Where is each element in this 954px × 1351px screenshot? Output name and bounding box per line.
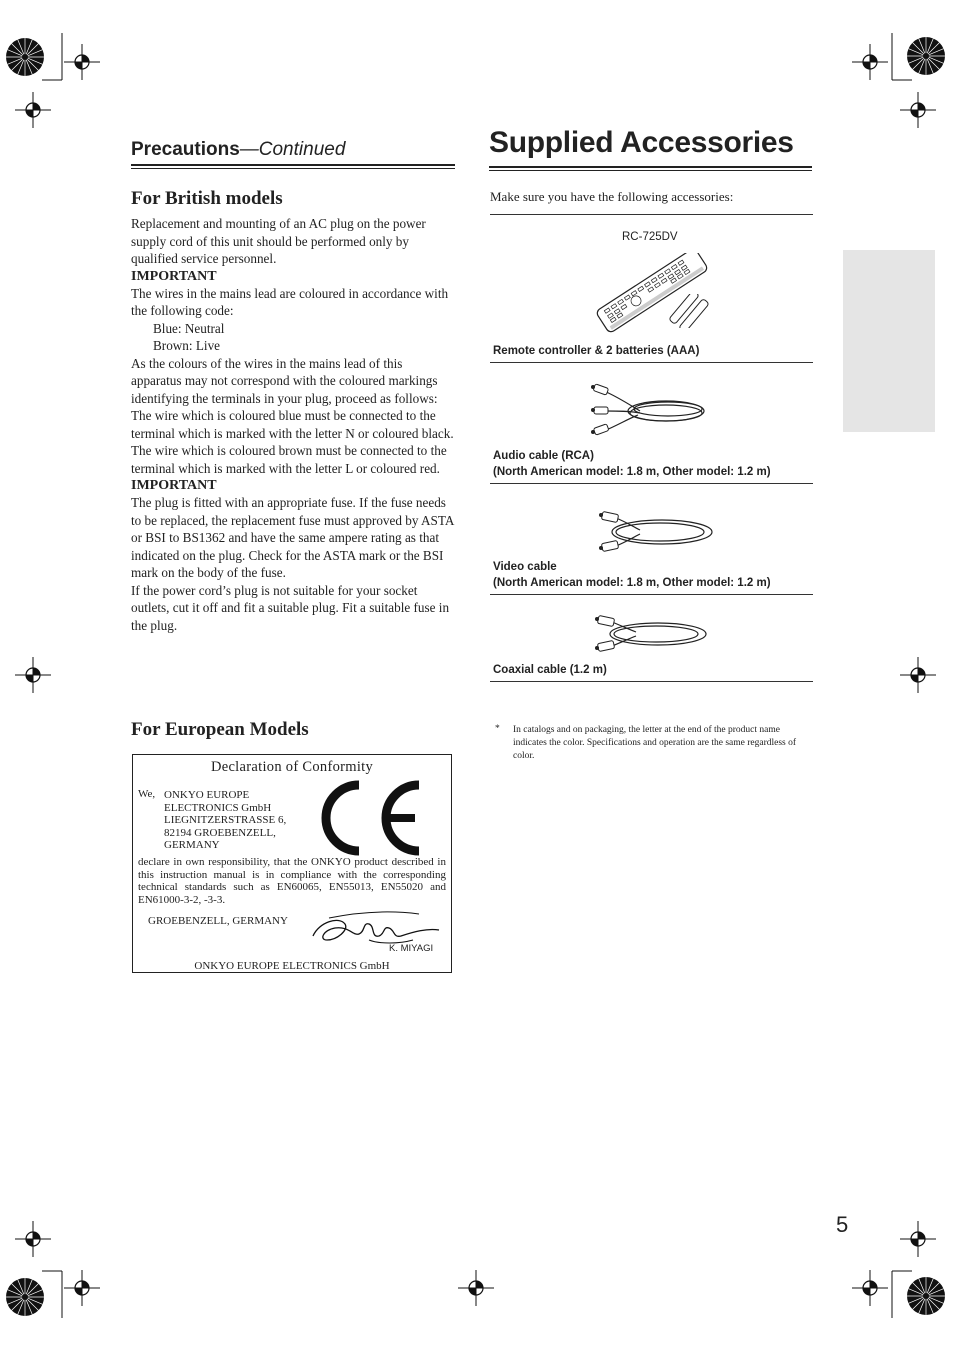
declaration-of-conformity-box [132,754,452,973]
page-title: Supplied Accessories [489,126,794,159]
audio-cable-illustration [588,383,710,438]
important-label: IMPORTANT [131,478,217,493]
british-paragraph: As the colours of the wires in the mains lead of this apparatus may not correspond with the coloured markings identifying the terminals in your plug, proceed as follows: [131,355,438,406]
section-header [131,139,345,161]
divider [490,594,813,595]
address-line: ONKYO EUROPE [164,789,250,801]
ce-mark-icon [321,779,427,857]
accessory-detail: (North American model: 1.8 m, Other model: 1.2 m) [493,577,771,589]
accessories-intro: Make sure you have the following accessories: [490,189,734,204]
section-title: Precautions [131,139,240,160]
address-line: 82194 GROEBENZELL, [164,826,276,839]
declaration-text: declare in own responsibility, that the ONKYO product described in this instruction manual is in compliance with the corresponding technical standards such as EN60065, EN55013, EN55020 and EN61000-3-2, -3-3. [138,856,446,906]
accessory-label-coaxial-cable [493,662,607,678]
accessory-name: Video cable [493,561,557,573]
title-rule [489,166,812,171]
video-cable-illustration [596,510,718,556]
address-line: ELECTRONICS GmbH [164,801,272,814]
accessory-name: Coaxial cable (1.2 m) [493,664,607,676]
british-paragraph: The wire which is coloured blue must be connected to the terminal which is marked with the letter N or coloured black. [131,408,454,441]
declaration-company: ONKYO EUROPE ELECTRONICS GmbH [194,960,390,972]
declaration-title: Declaration of Conformity [210,759,374,775]
accessory-name: Audio cable (RCA) [493,450,594,462]
british-paragraph: If the power cord’s plug is not suitable for your socket outlets, cut it off and fit a suitable plug. Fit a suitable fuse in the plug. [131,582,450,633]
accessory-detail: (North American model: 1.8 m, Other model: 1.2 m) [493,466,771,478]
coaxial-cable-illustration [592,612,712,658]
note-marker: * [495,724,500,734]
british-heading: For British models [131,188,283,209]
british-body [131,215,456,634]
british-paragraph: The wire which is coloured brown must be connected to the terminal which is marked with the letter L or coloured red. [131,443,447,476]
accessory-name: Remote controller & 2 batteries (AAA) [493,345,700,357]
british-paragraph: The plug is fitted with an appropriate fuse. If the fuse needs to be replaced, the replacement fuse must approved by ASTA or BSI to BS1362 and have the same ampere rating as that indicated on the plug. Check for the ASTA mark or the BSI mark on the body of the fuse. [131,495,454,580]
address-line: GERMANY [164,839,220,852]
british-paragraph: The wires in the mains lead are coloured in accordance with the following code: [131,285,449,318]
page-number: 5 [836,1212,849,1237]
company-address [164,789,286,852]
header-rule [131,164,455,169]
wire-code-brown: Brown: Live [153,338,221,353]
declaration-place: GROEBENZELL, GERMANY [148,915,288,927]
signer-name: K. MIYAGI [389,943,434,954]
european-heading: For European Models [131,719,309,740]
accessory-label-video-cable [493,559,771,591]
accessory-label-audio-cable [493,448,771,480]
divider [490,483,813,484]
address-line: LIEGNITZERSTRASSE 6, [164,814,287,827]
wire-code-blue: Blue: Neutral [153,320,225,336]
batteries-illustration [668,294,712,328]
divider [490,214,813,215]
section-continued: —Continued [239,139,346,160]
color-note: In catalogs and on packaging, the letter at the end of the product name indicates the color. Specifications and operation are the same regardless of color. [513,725,797,761]
important-label: IMPORTANT [131,268,217,284]
side-tab [843,250,935,432]
divider [490,681,813,682]
remote-model-number: RC-725DV [622,231,678,243]
accessory-label-remote [493,343,699,359]
declaration-we: We, [138,788,156,800]
british-paragraph: Replacement and mounting of an AC plug on the power supply cord of this unit should be performed only by qualified service personnel. [131,216,426,266]
divider [490,362,813,363]
